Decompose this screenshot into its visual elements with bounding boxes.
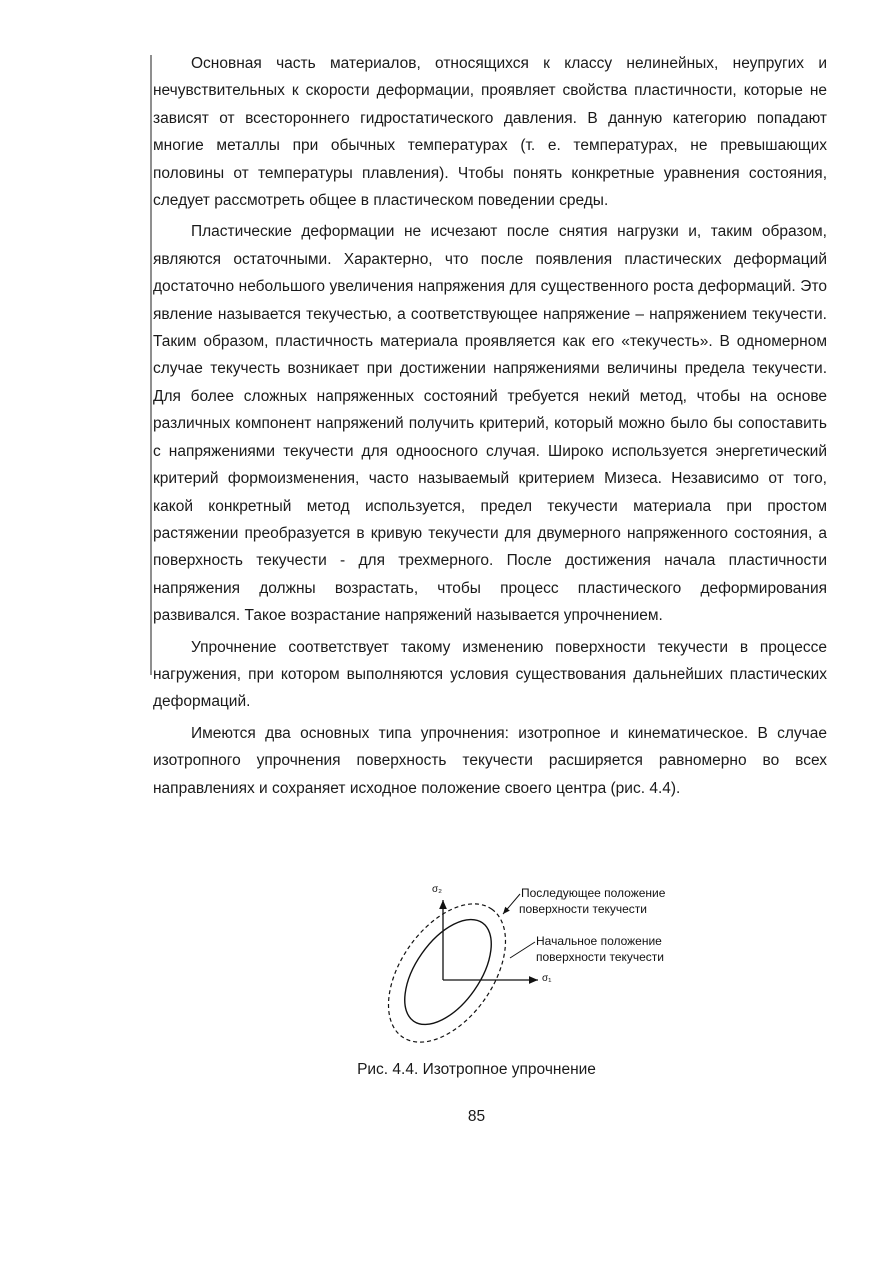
body-text — [153, 50, 827, 806]
paragraph-2: Пластические деформации не исчезают после снятия нагрузки и, таким образом, являются остаточными. Характерно, что после появления пластических деформаций достаточно небольшого увеличения напряжения для существенного роста деформаций. Это явление называется текучестью, а соответствующее напряжение – напряжением текучести. Таким образом, пластичность материала проявляется как его «текучесть». В одномерном случае текучесть возникает при достижении напряжениями величины предела текучести. Для более сложных напряженных состояний требуется некий метод, чтобы на основе различных компонент напряжений получить критерий, который можно было бы сопоставить с напряжениями текучести для одноосного случая. Широко используется энергетический критерий формоизменения, часто называемый критерием Мизеса. Независимо от того, какой конкретный метод используется, предел текучести материала при простом растяжении преобразуется в кривую текучести для двумерного напряженного состояния, а поверхность текучести - для трехмерного. После достижения начала пластичности напряжения должны возрастать, чтобы процесс пластического деформирования развивался. Такое возрастание напряжений называется упрочнением. — [153, 223, 827, 625]
page-number: 85 — [467, 1108, 486, 1125]
label-initial-line2: поверхности текучести — [536, 950, 665, 964]
axis-label-sigma1: σ₁ — [542, 973, 552, 984]
label-subsequent-line2: поверхности текучести — [519, 902, 648, 916]
subsequent-yield-surface — [370, 883, 529, 1050]
initial-yield-surface — [387, 904, 508, 1039]
paragraph-1: Основная часть материалов, относящихся к классу нелинейных, неупругих и нечувствительных к скорости деформации, проявляет свойства пластичности, которые не зависят от всестороннего гидростатического давления. В данную категорию попадают многие металлы при обычных температурах (т. е. температурах, не превышающих половины от температуры плавления). Чтобы понять конкретные уравнения состояния, следует рассмотреть общее в пластическом поведении среды. — [153, 55, 827, 210]
axis-label-sigma2: σ₂ — [432, 884, 443, 895]
label-subsequent-line1: Последующее положение — [521, 886, 666, 900]
leader-initial — [510, 942, 535, 958]
figure-caption: Рис. 4.4. Изотропное упрочнение — [357, 1061, 596, 1078]
paragraph-4: Имеются два основных типа упрочнения: изотропное и кинематическое. В случае изотропного упрочнения поверхность текучести расширяется равномерно во всех направлениях и сохраняет исходное положение своего центра (рис. 4.4). — [153, 724, 827, 797]
leader-subsequent — [503, 894, 520, 914]
paragraph-3: Упрочнение соответствует такому изменению поверхности текучести в процессе нагружения, при котором выполняются условия существования дальнейших пластических деформаций. — [153, 638, 827, 711]
figure-isotropic-hardening — [370, 880, 710, 1050]
label-initial-line1: Начальное положение — [536, 934, 662, 948]
